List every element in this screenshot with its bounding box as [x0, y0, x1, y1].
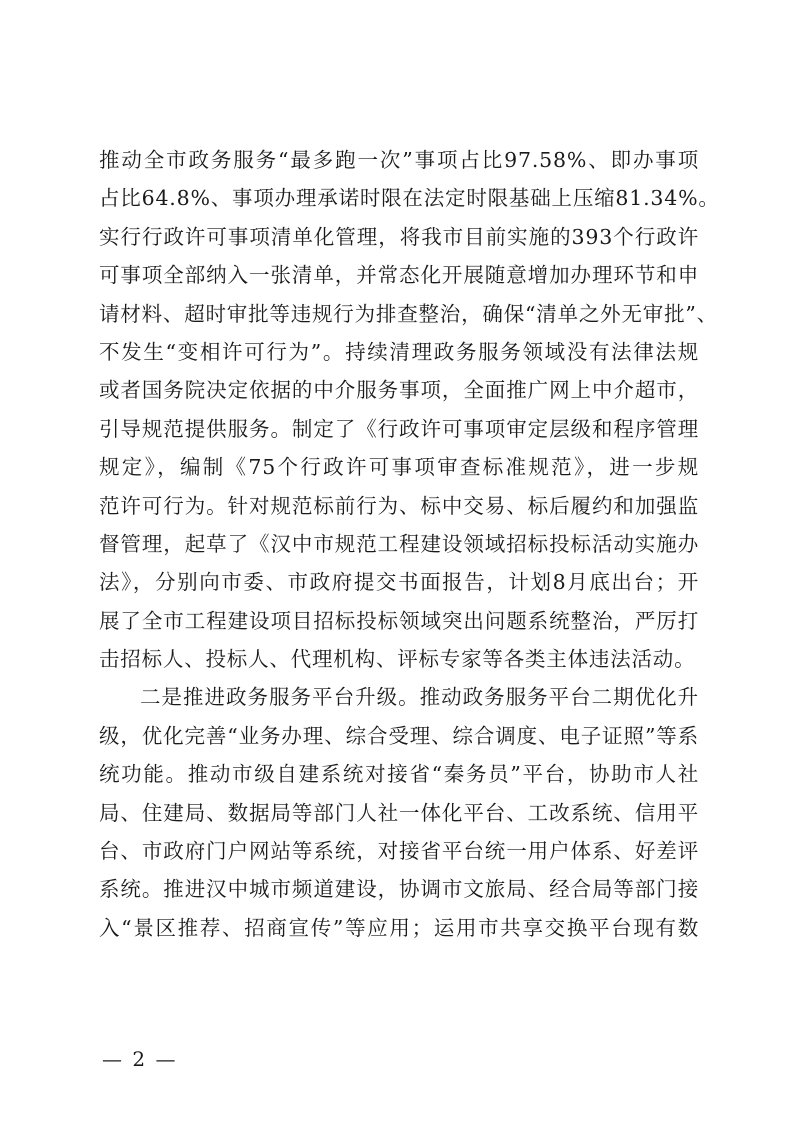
- page-number: — 2 —: [102, 1047, 178, 1071]
- paragraph-line: 督管理，起草了《汉中市规范工程建设领域招标投标活动实施办: [99, 531, 699, 556]
- paragraph-line: 实行行政许可事项清单化管理，将我市目前实施的393个行政许: [99, 224, 699, 249]
- paragraph-line: 统功能。推动市级自建系统对接省“秦务员”平台，协助市人社: [99, 762, 699, 787]
- paragraph-line: 引导规范提供服务。制定了《行政许可事项审定层级和程序管理: [99, 416, 699, 441]
- paragraph-line: 系统。推进汉中城市频道建设，协调市文旅局、经合局等部门接: [99, 877, 699, 902]
- paragraph-line: 请材料、超时审批等违规行为排查整治，确保“清单之外无审批”、: [99, 301, 718, 326]
- paragraph-line: 级，优化完善“业务办理、综合受理、综合调度、电子证照”等系: [99, 723, 699, 748]
- paragraph-line: 局、住建局、数据局等部门人社一体化平台、工改系统、信用平: [99, 800, 699, 825]
- paragraph-line: 不发生“变相许可行为”。持续清理政务服务领域没有法律法规: [99, 339, 699, 364]
- paragraph-line: 规定》，编制《75个行政许可事项审查标准规范》，进一步规: [99, 455, 699, 480]
- paragraph-line: 击招标人、投标人、代理机构、评标专家等各类主体违法活动。: [99, 647, 696, 672]
- paragraph-line: 台、市政府门户网站等系统，对接省平台统一用户体系、好差评: [99, 839, 699, 864]
- body-text: [99, 141, 720, 947]
- paragraph-line: 占比64.8%、事项办理承诺时限在法定时限基础上压缩81.34%。: [99, 186, 720, 211]
- paragraph-line: 入“景区推荐、招商宣传”等应用；运用市共享交换平台现有数: [99, 915, 699, 940]
- paragraph-line: 展了全市工程建设项目招标投标领域突出问题系统整治，严厉打: [99, 608, 699, 633]
- paragraph-line: 推动全市政务服务“最多跑一次”事项占比97.58%、即办事项: [99, 148, 699, 172]
- paragraph-line: 范许可行为。针对规范标前行为、标中交易、标后履约和加强监: [99, 493, 699, 518]
- paragraph-line: 或者国务院决定依据的中介服务事项，全面推广网上中介超市，: [99, 378, 699, 403]
- paragraph-line: 二是推进政务服务平台升级。推动政务服务平台二期优化升: [140, 685, 699, 710]
- paragraph-line: 可事项全部纳入一张清单，并常态化开展随意增加办理环节和申: [99, 263, 699, 288]
- paragraph-line: 法》，分别向市委、市政府提交书面报告，计划8月底出台；开: [99, 570, 699, 595]
